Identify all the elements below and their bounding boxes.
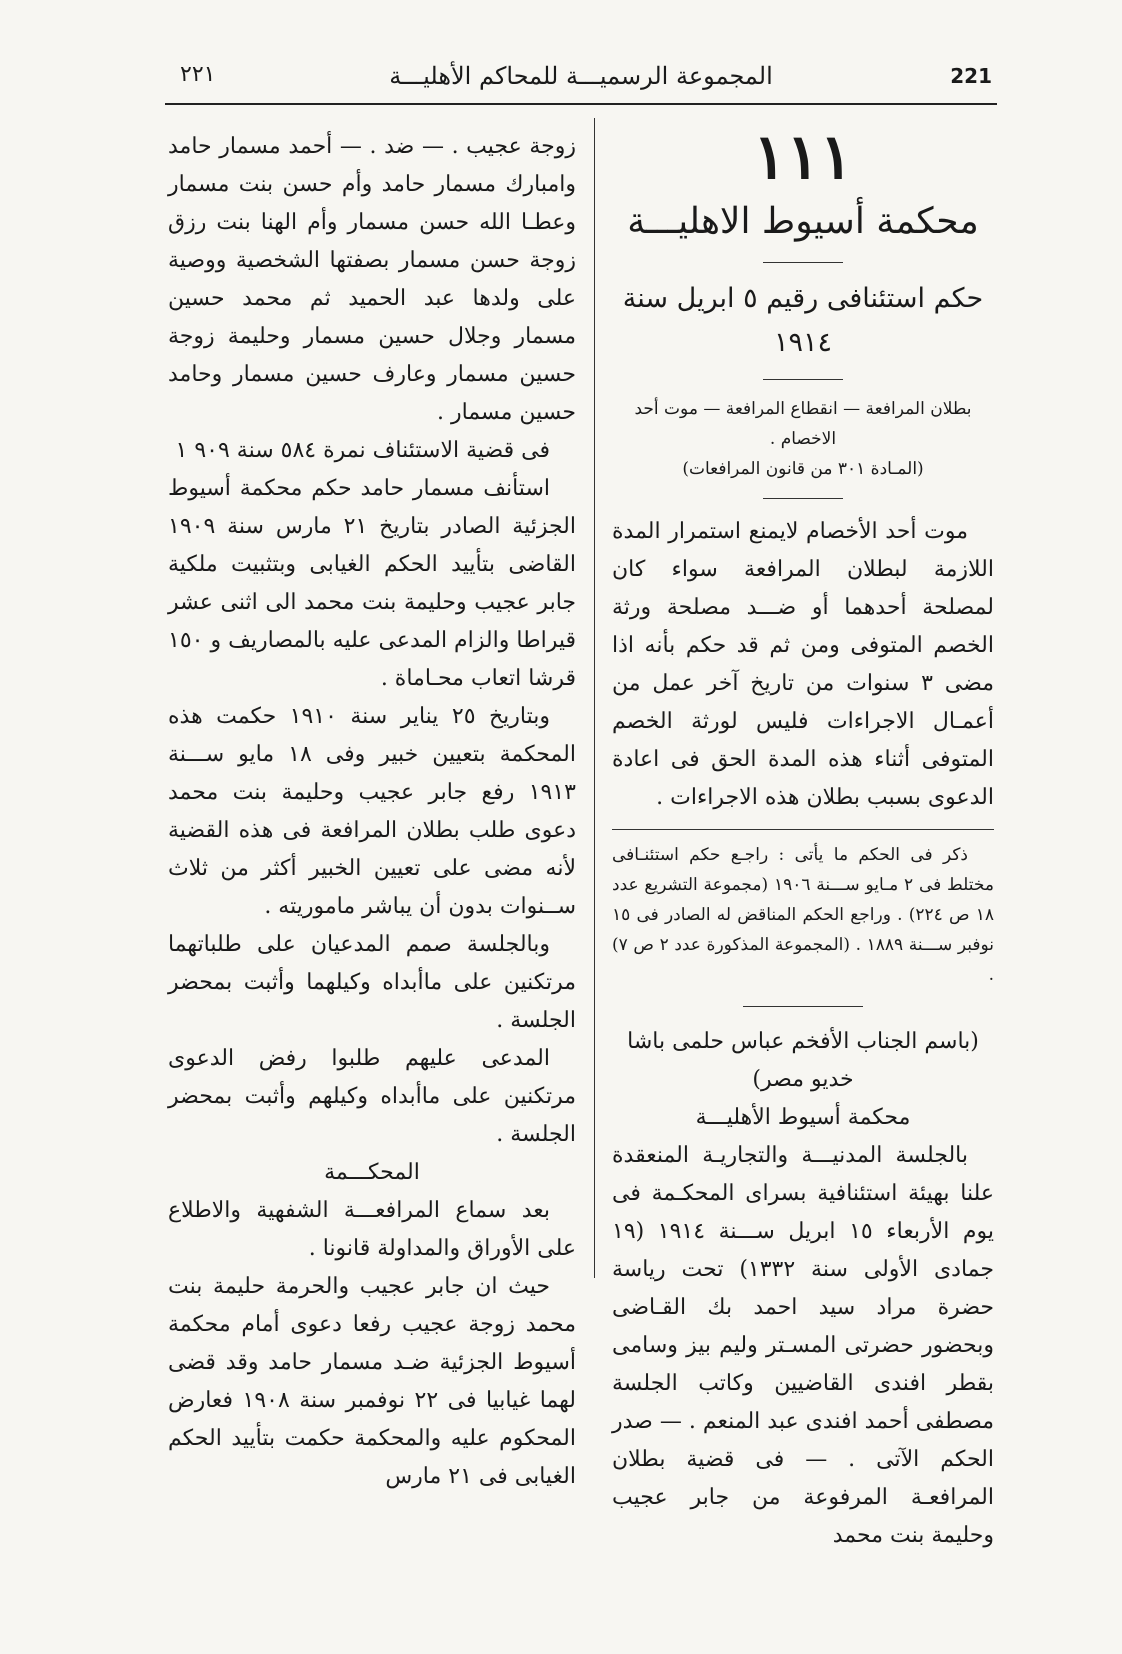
judgment-title: حكم استئنافى رقيم ٥ ابريل سنة ١٩١٤ (622, 283, 984, 358)
divider (743, 1006, 863, 1007)
divider (612, 829, 994, 830)
sovereign-invocation: (باسم الجناب الأفخم عباس حلمى باشا خديو مصر) (627, 1029, 979, 1092)
column-divider (594, 118, 595, 1278)
defendants-paragraph: المدعى عليهم طلبوا رفض الدعوى مرتكنين على ماأبداه وكيلهم وأثبت بمحضر الجلسة . (168, 1046, 576, 1147)
page-number-arabic: ٢٢١ (180, 62, 216, 87)
session-paragraph: بالجلسة المدنيـــة والتجاريـة المنعقدة علنا بهيئة استئنافية بسراى المحكـمة فى يوم الأربعاء ١٥ ابريل ســـنة ١٩١٤ (١٩ جمادى الأولى سنة ١٣٣٢) تحت رياسة حضرة مراد سيد احمد بك القـاضى وبحضور حضرتى المسـتر وليم بيز وسامى بقطر افندى القاضيين وكاتب الجلسة مصطفى أحمد افندى عبد المنعم . — صدر الحكم الآتى . — فى قضية بطلان المرافعـة المرفوعة من جابر عجيب وحليمة بنت محمد (612, 1143, 995, 1548)
divider (763, 379, 843, 380)
procedure-paragraph: وبتاريخ ٢٥ يناير سنة ١٩١٠ حكمت هذه المحكمة بتعيين خبير وفى ١٨ مايو ســـنة ١٩١٣ رفع جابر عجيب وحليمة بنت محمد دعوى طلب بطلان المرافعة فى هذه القضية لأنه مضى على تعيين الخبير أكثر من ثلاث ســنوات بدون أن يباشر ماموريته . (168, 704, 576, 919)
page-number-latin: 221 (950, 64, 992, 88)
running-title: المجموعة الرسميـــة للمحاكم الأهليـــة (389, 62, 773, 90)
case-number: ١١١ (753, 120, 853, 193)
keywords (612, 394, 994, 484)
header-rule (165, 103, 997, 105)
section-heading-court: المحكـــمة (324, 1160, 420, 1185)
editor-note: ذكر فى الحكم ما يأتى : راجـع حكم استئنـافى مختلط فى ٢ مـايو ســـنة ١٩٠٦ (مجموعة التشريع عدد ١٨ ص ٢٢٤) . وراجع الحكم المناقض له الصادر فى ١٥ نوفبر ســـنة ١٨٨٩ . (المجموعة المذكورة عدد ٢ ص ٧) . (612, 845, 995, 985)
legal-principle: موت أحد الأخصام لايمنع استمرار المدة اللازمة لبطلان المرافعة سواء كان لمصلحة أحدهما أو ضـــد مصلحة ورثة الخصم المتوفى ومن ثم قد حكم بأنه اذا مضى ٣ سنوات من تاريخ آخر عمل من أعمـال الاجراءات فليس لورثة الخصم المتوفى أثناء هذه المدة الحق فى اعادة الدعوى بسبب بطلان هذه الاجراءات . (612, 519, 994, 810)
divider (763, 498, 843, 499)
left-column (168, 128, 576, 1496)
appeal-number: فى قضية الاستئناف نمرة ٥٨٤ سنة ٩٠٩ ١ (175, 438, 550, 463)
appeal-paragraph: استأنف مسمار حامد حكم محكمة أسيوط الجزئية الصادر بتاريخ ٢١ مارس سنة ١٩٠٩ القاضى بتأييد الحكم الغيابى وبتثبيت ملكية جابر عجيب وحليمة بنت محمد الى اثنى عشر قيراطا والزام المدعى عليه بالمصاريف و ١٥٠ قرشا اتعاب محـاماة . (168, 476, 576, 691)
page-header (170, 62, 992, 92)
statute-reference: (المـادة ٣٠١ من قانون المرافعات) (682, 459, 924, 479)
divider (763, 262, 843, 263)
court-title: محكمة أسيوط الاهليـــة (627, 201, 979, 242)
reasoning-paragraph: حيث ان جابر عجيب والحرمة حليمة بنت محمد زوجة عجيب رفعا دعوى أمام محكمة أسيوط الجزئية ضـد مسمار حامد وقد قضى لهما غيابيا فى ٢٢ نوفمبر سنة ١٩٠٨ فعارض المحكوم عليه والمحكمة حكمت بتأييد الحكم الغيابى فى ٢١ مارس (168, 1274, 576, 1489)
plaintiffs-paragraph: وبالجلسة صمم المدعيان على طلباتهما مرتكنين على ماأبداه وكيلهما وأثبت بمحضر الجلسة . (168, 932, 576, 1033)
right-column (612, 120, 994, 1555)
parties-paragraph: زوجة عجيب . — ضد . — أحمد مسمار حامد وامبارك مسمار حامد وأم حسن بنت مسمار وعطـا الله حسن مسمار وأم الهنا بنت رزق زوجة حسن مسمار بصفتها الشخصية ووصية على ولدها عبد الحميد ثم محمد حسين مسمار وجلال حسين مسمار وحليمة زوجة حسين مسمار وعارف حسين مسمار وحامد حسين مسمار . (168, 134, 576, 425)
court-name-repeat: محكمة أسيوط الأهليـــة (695, 1105, 911, 1130)
deliberation-paragraph: بعد سماع المرافعـــة الشفهية والاطلاع على الأوراق والمداولة قانونا . (168, 1198, 576, 1261)
keywords-line: بطلان المرافعة — انقطاع المرافعة — موت أحد الاخصام . (634, 399, 972, 449)
